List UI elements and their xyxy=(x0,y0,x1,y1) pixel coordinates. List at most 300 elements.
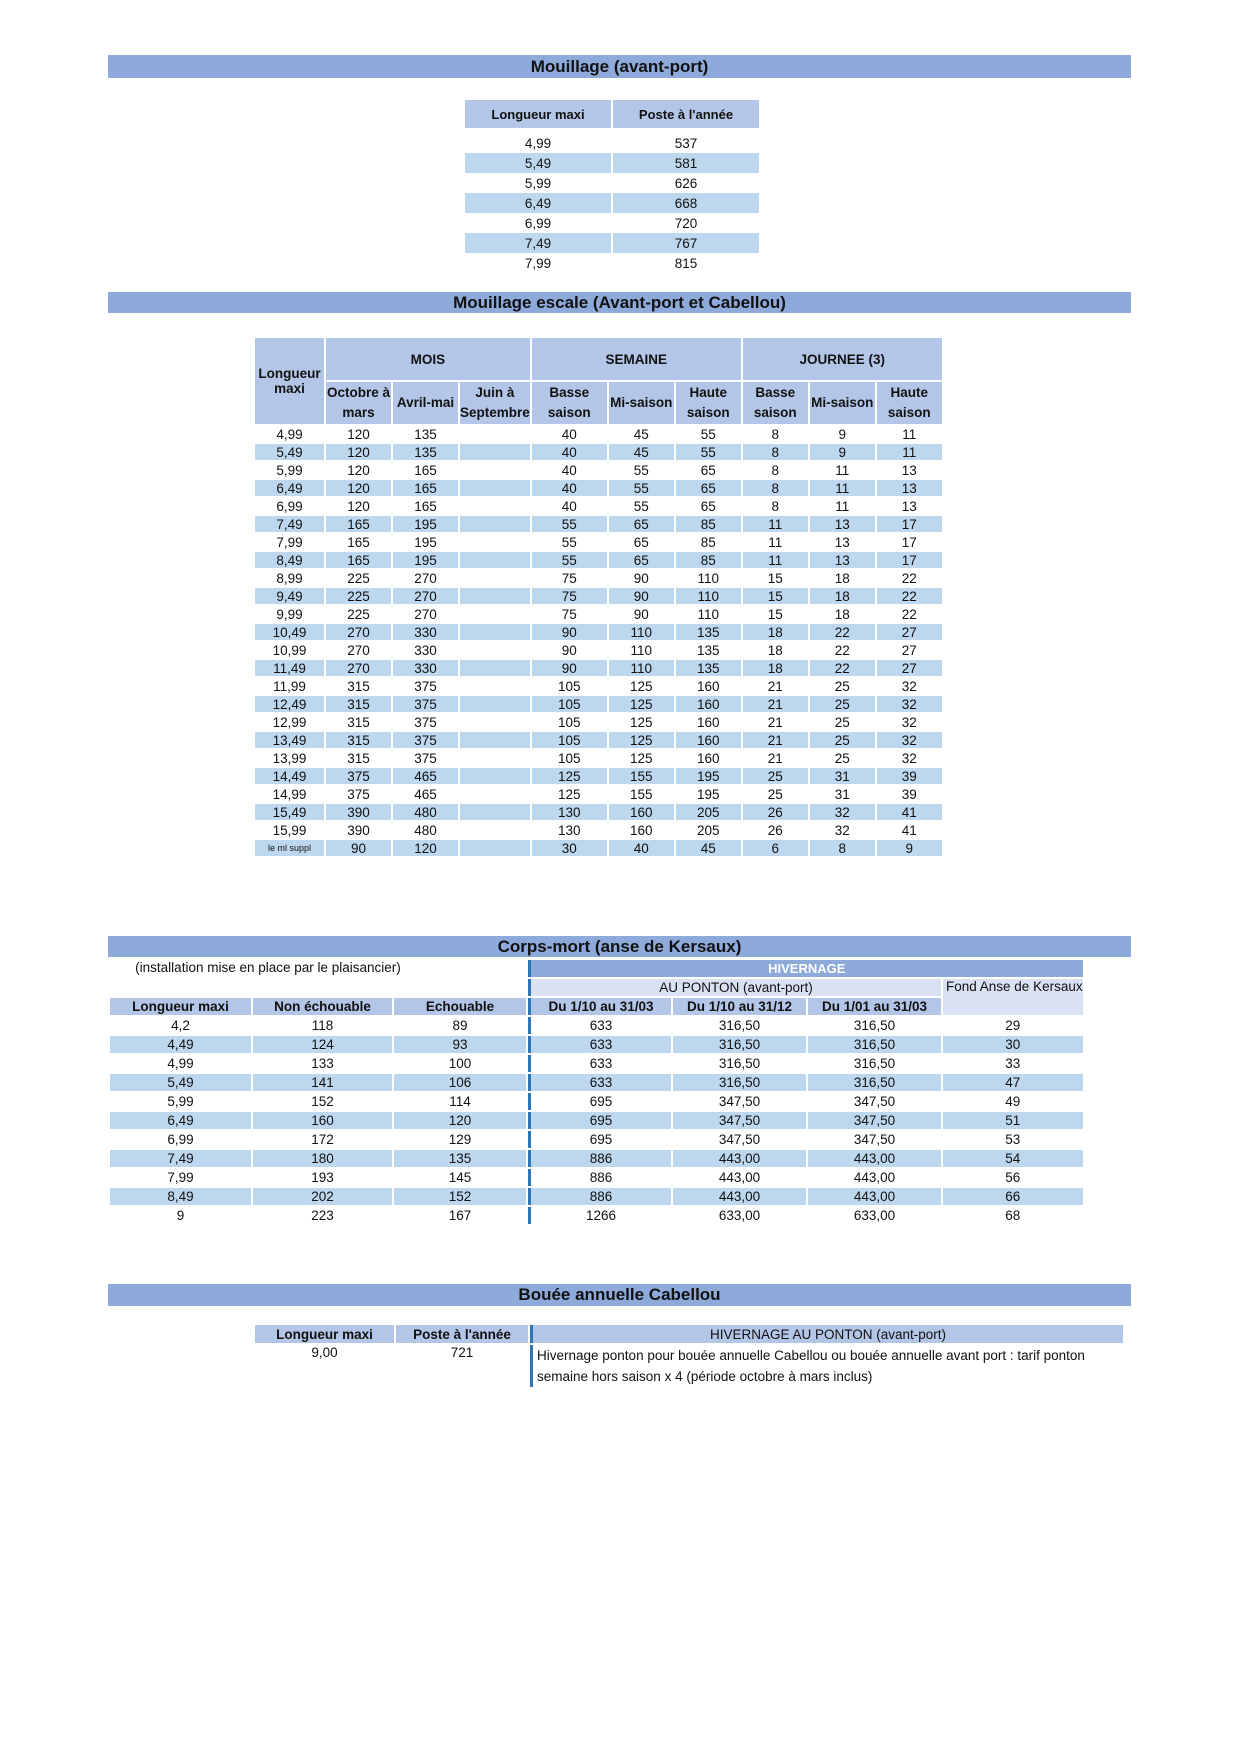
table-cell: 195 xyxy=(393,516,458,532)
table-row xyxy=(255,768,942,784)
table-cell: 375 xyxy=(326,768,391,784)
table-cell: 26 xyxy=(767,822,783,838)
table-cell: 375 xyxy=(347,786,370,802)
table-cell xyxy=(460,678,530,694)
table-cell: 633 xyxy=(528,1074,671,1091)
corps-mort-table xyxy=(108,958,1085,1226)
table-cell: 465 xyxy=(414,786,437,802)
table-cell: 195 xyxy=(697,786,720,802)
table-cell: 18 xyxy=(743,660,808,676)
table-cell: 29 xyxy=(1005,1018,1021,1033)
table-cell xyxy=(460,462,530,478)
table-cell: 55 xyxy=(700,426,716,442)
table-cell: 25 xyxy=(834,678,850,694)
table-cell: 633 xyxy=(528,1017,671,1034)
table-cell: 45 xyxy=(676,840,741,856)
table-cell: 375 xyxy=(414,678,437,694)
table-cell xyxy=(460,624,530,640)
table-row xyxy=(110,1074,1083,1091)
table-cell: 6 xyxy=(743,840,808,856)
hivernage-ponton-text: Hivernage ponton pour bouée annuelle Cabellou ou bouée annuelle avant port : tarif ponton semaine hors saison x 4 (période octobre à mars inclus) xyxy=(530,1345,1123,1387)
table-cell: 4,49 xyxy=(110,1036,251,1053)
table-cell: 27 xyxy=(901,642,917,658)
table-cell: 172 xyxy=(311,1132,334,1147)
table-cell: 390 xyxy=(347,822,370,838)
hivernage-header: HIVERNAGE xyxy=(528,960,1083,977)
subheader-journee-haute: Haute saison xyxy=(877,382,942,424)
table-cell: 22 xyxy=(901,606,917,622)
table-cell: 7,99 xyxy=(524,255,552,271)
table-cell: 4,99 xyxy=(276,426,303,442)
table-cell: 55 xyxy=(561,534,577,550)
table-cell: 40 xyxy=(532,480,607,496)
table-cell: 633 xyxy=(528,1055,671,1072)
table-cell: 124 xyxy=(253,1036,392,1053)
table-cell xyxy=(460,642,530,658)
table-cell: 106 xyxy=(394,1074,526,1091)
table-cell: 15,99 xyxy=(272,822,307,838)
table-cell: 6,49 xyxy=(110,1112,251,1129)
table-cell: 21 xyxy=(743,732,808,748)
table-cell xyxy=(460,426,530,442)
table-cell: 45 xyxy=(609,444,674,460)
section-title-bouee: Bouée annuelle Cabellou xyxy=(108,1284,1131,1306)
col-header-longueur: Longueur maxi xyxy=(255,1325,394,1343)
table-cell: 13,49 xyxy=(255,732,324,748)
table-cell: 27 xyxy=(877,624,942,640)
table-cell: 695 xyxy=(528,1093,671,1110)
table-cell: 7,49 xyxy=(255,516,324,532)
table-cell: 347,50 xyxy=(718,1094,761,1109)
table-cell: 165 xyxy=(414,462,437,478)
table-cell xyxy=(460,534,530,550)
table-cell xyxy=(460,660,530,676)
col-header-poste: Poste à l'année xyxy=(613,100,759,128)
table-row xyxy=(255,552,942,568)
table-cell: 110 xyxy=(676,588,741,604)
table-cell: 65 xyxy=(633,534,649,550)
table-cell: 135 xyxy=(393,444,458,460)
table-cell: 205 xyxy=(697,822,720,838)
table-cell: 10,99 xyxy=(272,642,307,658)
table-cell: 25 xyxy=(743,768,808,784)
table-cell: 130 xyxy=(532,804,607,820)
table-cell: 270 xyxy=(347,642,370,658)
subheader-journee-mi: Mi-saison xyxy=(810,382,875,424)
table-cell: 32 xyxy=(877,696,942,712)
table-cell: 14,99 xyxy=(272,786,307,802)
col-header-poste: Poste à l'année xyxy=(396,1325,528,1343)
table-row xyxy=(255,660,942,676)
table-cell: 270 xyxy=(393,588,458,604)
hivernage-ponton-header: HIVERNAGE AU PONTON (avant-port) xyxy=(530,1325,1123,1343)
table-cell: 40 xyxy=(561,426,577,442)
table-cell: 45 xyxy=(633,426,649,442)
table-cell: 205 xyxy=(676,804,741,820)
col-header-hiv-2: Du 1/10 au 31/12 xyxy=(673,998,806,1015)
table-cell: 720 xyxy=(674,215,698,231)
table-cell: 15 xyxy=(767,570,783,586)
table-cell: 21 xyxy=(767,678,783,694)
table-cell: 40 xyxy=(609,840,674,856)
table-cell: 135 xyxy=(676,660,741,676)
table-row xyxy=(255,606,942,622)
table-row xyxy=(255,732,942,748)
table-cell: 270 xyxy=(326,660,391,676)
table-cell: 9 xyxy=(176,1208,185,1223)
table-row xyxy=(110,1207,1083,1224)
table-cell: 330 xyxy=(414,642,437,658)
table-cell: 13 xyxy=(810,552,875,568)
table-cell: 626 xyxy=(674,175,698,191)
table-cell: 316,50 xyxy=(808,1036,941,1053)
table-cell: 160 xyxy=(630,822,653,838)
subheader-juin-septembre: Juin à Septembre xyxy=(460,382,530,424)
table-cell: 30 xyxy=(943,1036,1083,1053)
col-header-longueur: Longueur maxi xyxy=(110,998,251,1015)
table-cell: 25 xyxy=(834,714,850,730)
table-row xyxy=(255,642,942,658)
table-row xyxy=(110,1188,1083,1205)
table-cell: 633,00 xyxy=(718,1208,761,1223)
section-title-escale: Mouillage escale (Avant-port et Cabellou) xyxy=(108,292,1131,313)
table-cell: 118 xyxy=(311,1018,334,1033)
table-cell: 90 xyxy=(532,624,607,640)
table-cell: 13 xyxy=(810,516,875,532)
table-cell: 75 xyxy=(561,606,577,622)
col-header-longueur: Longueur maxi xyxy=(465,100,611,128)
table-row xyxy=(255,804,942,820)
table-row xyxy=(110,1150,1083,1167)
table-cell: 330 xyxy=(393,624,458,640)
table-cell: 120 xyxy=(394,1112,526,1129)
table-cell: 32 xyxy=(901,750,917,766)
table-cell: 11,99 xyxy=(273,678,306,694)
table-cell: 15 xyxy=(767,606,783,622)
table-cell: 160 xyxy=(697,714,720,730)
table-cell: 32 xyxy=(877,732,942,748)
table-cell: 125 xyxy=(558,786,581,802)
section-title-corps-mort: Corps-mort (anse de Kersaux) xyxy=(108,936,1131,957)
table-cell: 105 xyxy=(558,678,581,694)
table-cell: 6,99 xyxy=(524,215,552,231)
table-cell: 22 xyxy=(810,624,875,640)
table-cell: 13 xyxy=(877,480,942,496)
table-cell: 65 xyxy=(609,516,674,532)
table-cell: 330 xyxy=(393,660,458,676)
table-cell: 165 xyxy=(347,534,370,550)
table-cell: 4,99 xyxy=(524,135,552,151)
table-cell: 8 xyxy=(771,462,780,478)
table-cell: 5,49 xyxy=(110,1074,251,1091)
table-cell: 15 xyxy=(743,588,808,604)
table-cell: 695 xyxy=(528,1112,671,1129)
table-cell: 316,50 xyxy=(673,1036,806,1053)
table-cell: 7,99 xyxy=(167,1170,194,1185)
table-cell: 633,00 xyxy=(853,1208,896,1223)
table-cell: 537 xyxy=(674,135,698,151)
table-cell xyxy=(460,750,530,766)
table-cell: 316,50 xyxy=(853,1018,896,1033)
table-cell: 12,49 xyxy=(255,696,324,712)
table-cell: 125 xyxy=(630,678,653,694)
table-cell: 480 xyxy=(414,822,437,838)
table-cell: 55 xyxy=(609,480,674,496)
table-cell: 18 xyxy=(834,570,850,586)
table-cell: 93 xyxy=(394,1036,526,1053)
table-cell: 15,49 xyxy=(255,804,324,820)
table-cell: 375 xyxy=(393,732,458,748)
table-cell: 39 xyxy=(901,786,917,802)
table-cell: 8 xyxy=(810,840,875,856)
table-cell: 120 xyxy=(347,498,370,514)
table-cell: 11 xyxy=(743,516,808,532)
table-cell: 11 xyxy=(768,534,783,550)
table-row xyxy=(255,714,942,730)
col-header-non-echouable: Non échouable xyxy=(253,998,392,1015)
table-cell: 22 xyxy=(834,642,850,658)
table-cell: 90 xyxy=(609,588,674,604)
table-cell: 129 xyxy=(448,1132,472,1147)
table-cell: 9,49 xyxy=(255,588,324,604)
table-cell: 85 xyxy=(676,516,741,532)
table-cell: le ml suppl xyxy=(255,840,324,856)
table-cell: 125 xyxy=(609,732,674,748)
table-cell: 27 xyxy=(877,660,942,676)
table-cell: 110 xyxy=(630,642,653,658)
table-cell: 443,00 xyxy=(673,1188,806,1205)
table-cell: 65 xyxy=(700,462,716,478)
table-cell: 8 xyxy=(771,426,780,442)
group-header-journee: JOURNEE (3) xyxy=(743,338,942,380)
table-cell: 110 xyxy=(609,660,674,676)
table-cell: 40 xyxy=(561,498,577,514)
table-cell: 65 xyxy=(676,480,741,496)
table-cell: 9,99 xyxy=(276,606,303,622)
table-cell: 32 xyxy=(810,804,875,820)
table-cell: 270 xyxy=(326,624,391,640)
table-cell: 75 xyxy=(532,588,607,604)
table-cell: 4,2 xyxy=(171,1018,190,1033)
au-ponton-header: AU PONTON (avant-port) xyxy=(528,979,941,996)
table-row xyxy=(110,1169,1083,1186)
table-cell: 315 xyxy=(347,714,370,730)
table-row xyxy=(255,678,942,694)
table-cell: 347,50 xyxy=(808,1112,941,1129)
table-cell: 17 xyxy=(877,516,942,532)
table-cell: 90 xyxy=(633,570,649,586)
table-cell: 5,99 xyxy=(524,175,552,191)
table-cell: 165 xyxy=(414,498,437,514)
table-cell: 160 xyxy=(609,804,674,820)
table-cell: 11,49 xyxy=(255,660,324,676)
table-cell xyxy=(460,840,530,856)
table-cell: 6,99 xyxy=(276,498,303,514)
table-cell: 6,99 xyxy=(167,1132,194,1147)
table-cell: 41 xyxy=(877,804,942,820)
table-row xyxy=(465,133,759,153)
group-header-mois: MOIS xyxy=(326,338,530,380)
table-cell: 8 xyxy=(771,498,780,514)
table-cell: 316,50 xyxy=(673,1074,806,1091)
table-cell: 347,50 xyxy=(718,1132,761,1147)
table-cell: 886 xyxy=(528,1150,671,1167)
table-cell: 375 xyxy=(414,750,437,766)
table-cell: 49 xyxy=(1005,1094,1021,1109)
table-cell xyxy=(460,822,530,838)
table-cell: 195 xyxy=(393,552,458,568)
table-cell: 11 xyxy=(835,462,850,478)
table-row xyxy=(465,253,759,273)
table-cell: 152 xyxy=(394,1188,526,1205)
table-cell: 11 xyxy=(835,498,850,514)
table-cell: 12,99 xyxy=(272,714,307,730)
escale-table xyxy=(253,336,944,858)
table-cell: 31 xyxy=(810,768,875,784)
table-cell: 135 xyxy=(414,426,437,442)
table-cell: 120 xyxy=(326,480,391,496)
table-cell: 1266 xyxy=(528,1207,671,1224)
table-cell: 165 xyxy=(393,480,458,496)
table-cell: 315 xyxy=(326,732,391,748)
table-row xyxy=(255,750,942,766)
table-cell: 33 xyxy=(1005,1056,1021,1071)
table-cell: 155 xyxy=(609,768,674,784)
table-cell: 56 xyxy=(1005,1170,1021,1185)
table-cell: 180 xyxy=(253,1150,392,1167)
table-cell: 443,00 xyxy=(808,1150,941,1167)
table-cell: 90 xyxy=(532,660,607,676)
table-cell xyxy=(460,786,530,802)
table-cell: 886 xyxy=(528,1188,671,1205)
table-cell: 26 xyxy=(743,804,808,820)
table-cell xyxy=(460,804,530,820)
col-header-echouable: Echouable xyxy=(394,998,526,1015)
table-cell: 7,99 xyxy=(276,534,303,550)
table-cell: 40 xyxy=(561,462,577,478)
table-cell: 54 xyxy=(943,1150,1083,1167)
table-row xyxy=(465,153,759,173)
table-cell: 130 xyxy=(558,822,581,838)
table-cell: 51 xyxy=(943,1112,1083,1129)
table-cell: 145 xyxy=(448,1170,472,1185)
table-cell: 22 xyxy=(877,588,942,604)
installation-note: (installation mise en place par le plaisancier) xyxy=(135,960,401,975)
table-row xyxy=(465,213,759,233)
table-cell: 390 xyxy=(326,804,391,820)
table-cell: 11 xyxy=(877,444,942,460)
table-cell: 18 xyxy=(810,588,875,604)
table-row xyxy=(255,498,942,514)
table-cell: 767 xyxy=(613,233,759,253)
table-cell: 21 xyxy=(767,714,783,730)
subheader-semaine-mi: Mi-saison xyxy=(609,382,674,424)
table-cell: 347,50 xyxy=(673,1112,806,1129)
table-cell: 443,00 xyxy=(853,1170,896,1185)
table-cell: 160 xyxy=(676,732,741,748)
table-row xyxy=(110,1036,1083,1053)
table-cell: 223 xyxy=(311,1208,334,1223)
table-cell: 315 xyxy=(326,696,391,712)
col-header-hiv-1: Du 1/10 au 31/03 xyxy=(528,998,671,1015)
table-cell: 55 xyxy=(532,516,607,532)
table-cell: 8,49 xyxy=(255,552,324,568)
subheader-semaine-haute: Haute saison xyxy=(676,382,741,424)
table-cell: 120 xyxy=(393,840,458,856)
table-cell: 316,50 xyxy=(718,1018,761,1033)
table-cell: 141 xyxy=(253,1074,392,1091)
table-cell: 13 xyxy=(901,462,917,478)
table-cell: 375 xyxy=(393,696,458,712)
table-cell: 90 xyxy=(326,840,391,856)
table-cell: 633 xyxy=(528,1036,671,1053)
table-row xyxy=(110,1017,1083,1034)
table-cell: 125 xyxy=(609,696,674,712)
table-cell: 695 xyxy=(528,1131,671,1148)
section-title-mouillage: Mouillage (avant-port) xyxy=(108,55,1131,78)
table-cell: 41 xyxy=(901,822,917,838)
table-cell: 315 xyxy=(347,678,370,694)
col-header-hiv-3: Du 1/01 au 31/03 xyxy=(808,998,941,1015)
table-cell xyxy=(460,498,530,514)
mouillage-table xyxy=(463,100,761,273)
table-cell: 47 xyxy=(943,1074,1083,1091)
table-cell: 90 xyxy=(633,606,649,622)
table-cell: 135 xyxy=(394,1150,526,1167)
table-cell: 75 xyxy=(561,570,577,586)
table-row xyxy=(255,786,942,802)
table-cell: 55 xyxy=(633,462,649,478)
table-row xyxy=(110,1131,1083,1148)
table-cell: 65 xyxy=(700,498,716,514)
table-cell: 21 xyxy=(743,696,808,712)
table-cell: 9 xyxy=(810,444,875,460)
table-cell: 152 xyxy=(311,1094,334,1109)
table-cell: 22 xyxy=(810,660,875,676)
table-cell: 165 xyxy=(326,552,391,568)
table-cell: 85 xyxy=(676,552,741,568)
table-cell: 5,99 xyxy=(276,462,303,478)
table-cell: 18 xyxy=(767,642,783,658)
table-cell: 125 xyxy=(532,768,607,784)
table-cell: 10,49 xyxy=(255,624,324,640)
table-cell: 316,50 xyxy=(808,1074,941,1091)
table-row xyxy=(255,822,942,838)
table-cell xyxy=(460,714,530,730)
table-cell: 66 xyxy=(943,1188,1083,1205)
table-cell: 347,50 xyxy=(853,1132,896,1147)
table-cell: 195 xyxy=(414,534,437,550)
table-cell: 6,49 xyxy=(255,480,324,496)
table-row xyxy=(255,426,942,442)
table-cell: 11 xyxy=(810,480,875,496)
table-cell: 55 xyxy=(532,552,607,568)
table-cell: 815 xyxy=(674,255,698,271)
table-cell: 25 xyxy=(834,750,850,766)
subheader-semaine-basse: Basse saison xyxy=(532,382,607,424)
table-cell xyxy=(460,552,530,568)
table-cell: 315 xyxy=(347,750,370,766)
table-cell: 225 xyxy=(326,588,391,604)
table-row xyxy=(255,588,942,604)
table-cell: 114 xyxy=(449,1094,471,1109)
group-header-semaine: SEMAINE xyxy=(532,338,741,380)
table-row xyxy=(110,1112,1083,1129)
table-cell: 25 xyxy=(767,786,783,802)
table-cell: 135 xyxy=(676,624,741,640)
table-cell: 39 xyxy=(877,768,942,784)
table-cell: 120 xyxy=(326,444,391,460)
